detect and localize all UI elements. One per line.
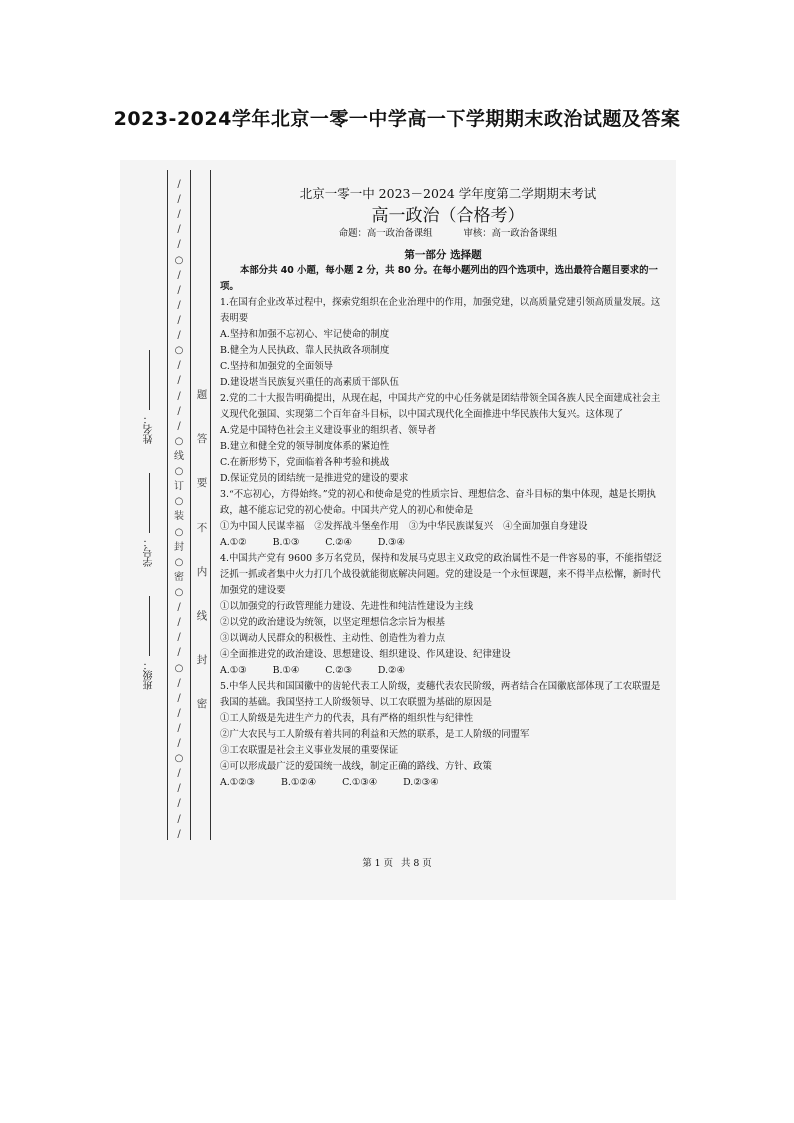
seal-mark: ○ bbox=[174, 556, 184, 568]
option-a: A.①② bbox=[220, 537, 247, 548]
seal-mark: ○ bbox=[174, 662, 184, 674]
warning-char: 答 bbox=[196, 433, 208, 446]
student-info-fields bbox=[140, 350, 158, 690]
option-d: D.②④ bbox=[377, 665, 405, 676]
seal-mark: / bbox=[177, 420, 181, 432]
seal-mark: / bbox=[177, 647, 181, 659]
student-id-field[interactable]: 学号： bbox=[142, 473, 157, 567]
page-number bbox=[0, 855, 794, 869]
statement: ③以调动人民群众的积极性、主动性、创造性为着力点 bbox=[220, 633, 446, 644]
seal-mark: ○ bbox=[174, 466, 184, 478]
seal-mark: / bbox=[177, 360, 181, 372]
page-current: 第 1 页 bbox=[362, 858, 393, 869]
seal-mark: / bbox=[177, 375, 181, 387]
seal-mark: / bbox=[177, 330, 181, 342]
option-d: D.建设堪当民族复兴重任的高素质干部队伍 bbox=[220, 377, 399, 388]
statements-row bbox=[220, 519, 666, 535]
option-a: A.①②③ bbox=[220, 777, 255, 788]
seal-mark: 装 bbox=[174, 511, 184, 523]
seal-mark: / bbox=[177, 768, 181, 780]
warning-char: 要 bbox=[196, 477, 208, 490]
exam-setters bbox=[230, 226, 666, 242]
seal-mark: / bbox=[177, 632, 181, 644]
statement: ②发挥战斗堡垒作用 bbox=[314, 521, 399, 532]
option-d: D.②③④ bbox=[403, 777, 439, 788]
class-field[interactable]: 班级： bbox=[142, 596, 157, 690]
option-c: C.②③ bbox=[325, 665, 352, 676]
exam-content bbox=[220, 186, 666, 791]
name-field[interactable]: 姓名： bbox=[142, 350, 157, 444]
instructions: 本部分共 40 小题，每小题 2 分，共 80 分。在每小题列出的四个选项中，选出最符合题目要求的一项。 bbox=[220, 265, 658, 292]
seal-mark: / bbox=[177, 179, 181, 190]
seal-mark: / bbox=[177, 314, 181, 326]
option-a: A.坚持和加强不忘初心、牢记使命的制度 bbox=[220, 329, 390, 340]
seal-mark: ○ bbox=[174, 586, 184, 598]
warning-char: 题 bbox=[196, 389, 208, 401]
question-1 bbox=[220, 295, 666, 391]
question-stem: 5.中华人民共和国国徽中的齿轮代表工人阶级，麦穗代表农民阶级，两者结合在国徽底部体现了工农联盟是我国的基础。我国坚持工人阶级领导、以工农联盟为基础的原因是 bbox=[220, 681, 661, 708]
question-stem: 2.党的二十大报告明确提出，从现在起，中国共产党的中心任务就是团结带领全国各族人民全面建成社会主义现代化强国、实现第二个百年奋斗目标，以中国式现代化全面推进中华民族伟大复兴。这体现了 bbox=[220, 393, 661, 420]
seal-mark: ○ bbox=[174, 753, 184, 765]
reviewer: 审核：高一政治备课组 bbox=[463, 228, 558, 239]
statement: ②广大农民与工人阶级有着共同的利益和天然的联系，是工人阶级的同盟军 bbox=[220, 729, 530, 740]
binding-line-middle bbox=[190, 170, 191, 840]
option-c: C.坚持和加强党的全面领导 bbox=[220, 361, 333, 372]
option-b: B.①④ bbox=[272, 665, 300, 676]
option-a: A.党是中国特色社会主义建设事业的组织者、领导者 bbox=[220, 425, 437, 436]
seal-mark: / bbox=[177, 194, 181, 206]
binding-line-inner bbox=[210, 170, 211, 840]
warning-char: 不 bbox=[196, 521, 208, 534]
seal-mark: / bbox=[177, 224, 181, 236]
seal-mark: / bbox=[177, 722, 181, 734]
options-row bbox=[220, 775, 666, 791]
question-2 bbox=[220, 391, 666, 487]
question-5 bbox=[220, 679, 666, 791]
seal-mark: / bbox=[177, 284, 181, 296]
seal-mark: / bbox=[177, 239, 181, 251]
warning-char: 内 bbox=[196, 565, 208, 578]
seal-mark: / bbox=[177, 299, 181, 311]
question-stem: 4.中国共产党有 9600 多万名党员，保持和发展马克思主义政党的政治属性不是一件容易的事，不能指望泛泛抓一抓或者集中火力打几个战役就能彻底解决问题。党的建设是一个永恒课题，来不得半点松懈，新时代加强党的建设要 bbox=[220, 553, 662, 596]
document-title: 2023-2024学年北京一零一中学高一下学期期末政治试题及答案 bbox=[113, 108, 681, 130]
seal-mark: / bbox=[177, 813, 181, 825]
option-b: B.①②④ bbox=[280, 777, 317, 788]
option-d: D.保证党员的团结统一是推进党的建设的要求 bbox=[220, 473, 409, 484]
option-d: D.③④ bbox=[377, 537, 405, 548]
seal-mark: ○ bbox=[174, 496, 184, 508]
warning-char: 封 bbox=[196, 654, 208, 667]
statement: ③为中华民族谋复兴 bbox=[408, 521, 494, 532]
statement: ④全面推进党的政治建设、思想建设、组织建设、作风建设、纪律建设 bbox=[220, 649, 511, 660]
seal-mark: ○ bbox=[174, 345, 184, 357]
options-row bbox=[220, 535, 666, 551]
seal-mark: ○ bbox=[174, 435, 184, 447]
seal-warning-text bbox=[195, 390, 209, 710]
seal-mark: 密 bbox=[174, 571, 184, 583]
seal-mark: / bbox=[177, 390, 181, 402]
seal-mark: / bbox=[177, 798, 181, 810]
statement: ①为中国人民谋幸福 bbox=[220, 521, 305, 532]
seal-mark: / bbox=[177, 602, 181, 614]
option-c: C.①③④ bbox=[342, 777, 378, 788]
option-b: B.建立和健全党的领导制度体系的紧迫性 bbox=[220, 441, 390, 452]
seal-mark: / bbox=[177, 405, 181, 417]
statement: ①工人阶级是先进生产力的代表，具有严格的组织性与纪律性 bbox=[220, 713, 474, 724]
option-b: B.健全为人民执政、靠人民执政各项制度 bbox=[220, 345, 390, 356]
seal-mark: 订 bbox=[174, 481, 184, 493]
seal-mark: ○ bbox=[174, 526, 184, 538]
statement: ③工农联盟是社会主义事业发展的重要保证 bbox=[220, 745, 399, 756]
seal-mark: / bbox=[177, 783, 181, 795]
option-b: B.①③ bbox=[272, 537, 300, 548]
warning-char: 密 bbox=[196, 698, 208, 711]
statement: ①以加强党的行政管理能力建设、先进性和纯洁性建设为主线 bbox=[220, 601, 474, 612]
question-4 bbox=[220, 551, 666, 679]
binding-line-outer bbox=[167, 170, 168, 840]
seal-mark: / bbox=[177, 677, 181, 689]
seal-mark: / bbox=[177, 692, 181, 704]
seal-mark: / bbox=[177, 828, 181, 840]
question-3 bbox=[220, 487, 666, 551]
seal-mark: / bbox=[177, 269, 181, 281]
seal-mark: 封 bbox=[174, 541, 184, 553]
seal-mark: / bbox=[177, 707, 181, 719]
seal-mark: / bbox=[177, 617, 181, 629]
options-row bbox=[220, 663, 666, 679]
seal-mark: 线 bbox=[174, 450, 184, 462]
option-c: C.在新形势下，党面临着各种考验和挑战 bbox=[220, 457, 390, 468]
option-c: C.②④ bbox=[325, 537, 352, 548]
exam-header: 北京一零一中 2023－2024 学年度第二学期期末考试 bbox=[299, 186, 597, 201]
seal-line-marks bbox=[172, 180, 186, 840]
seal-mark: / bbox=[177, 209, 181, 221]
question-stem: 1.在国有企业改革过程中，探索党组织在企业治理中的作用，加强党建，以高质量党建引领高质量发展。这表明要 bbox=[220, 297, 661, 324]
question-stem: 3.“不忘初心，方得始终。”党的初心和使命是党的性质宗旨、理想信念、奋斗目标的集中体现，越是长期执政，越不能忘记党的初心使命。中国共产党人的初心和使命是 bbox=[220, 489, 656, 516]
statement: ②以党的政治建设为统领，以坚定理想信念宗旨为根基 bbox=[220, 617, 446, 628]
statement: ④全面加强自身建设 bbox=[503, 521, 588, 532]
part-title: 第一部分 选择题 bbox=[404, 249, 482, 261]
setter: 命题：高一政治备课组 bbox=[338, 228, 433, 239]
warning-char: 线 bbox=[196, 610, 208, 623]
seal-mark: / bbox=[177, 738, 181, 750]
option-a: A.①③ bbox=[220, 665, 247, 676]
statement: ④可以形成最广泛的爱国统一战线，制定正确的路线、方针、政策 bbox=[220, 761, 492, 772]
page-total: 共 8 页 bbox=[401, 858, 432, 869]
exam-title: 高一政治（合格考） bbox=[371, 206, 525, 226]
seal-mark: ○ bbox=[174, 254, 184, 266]
